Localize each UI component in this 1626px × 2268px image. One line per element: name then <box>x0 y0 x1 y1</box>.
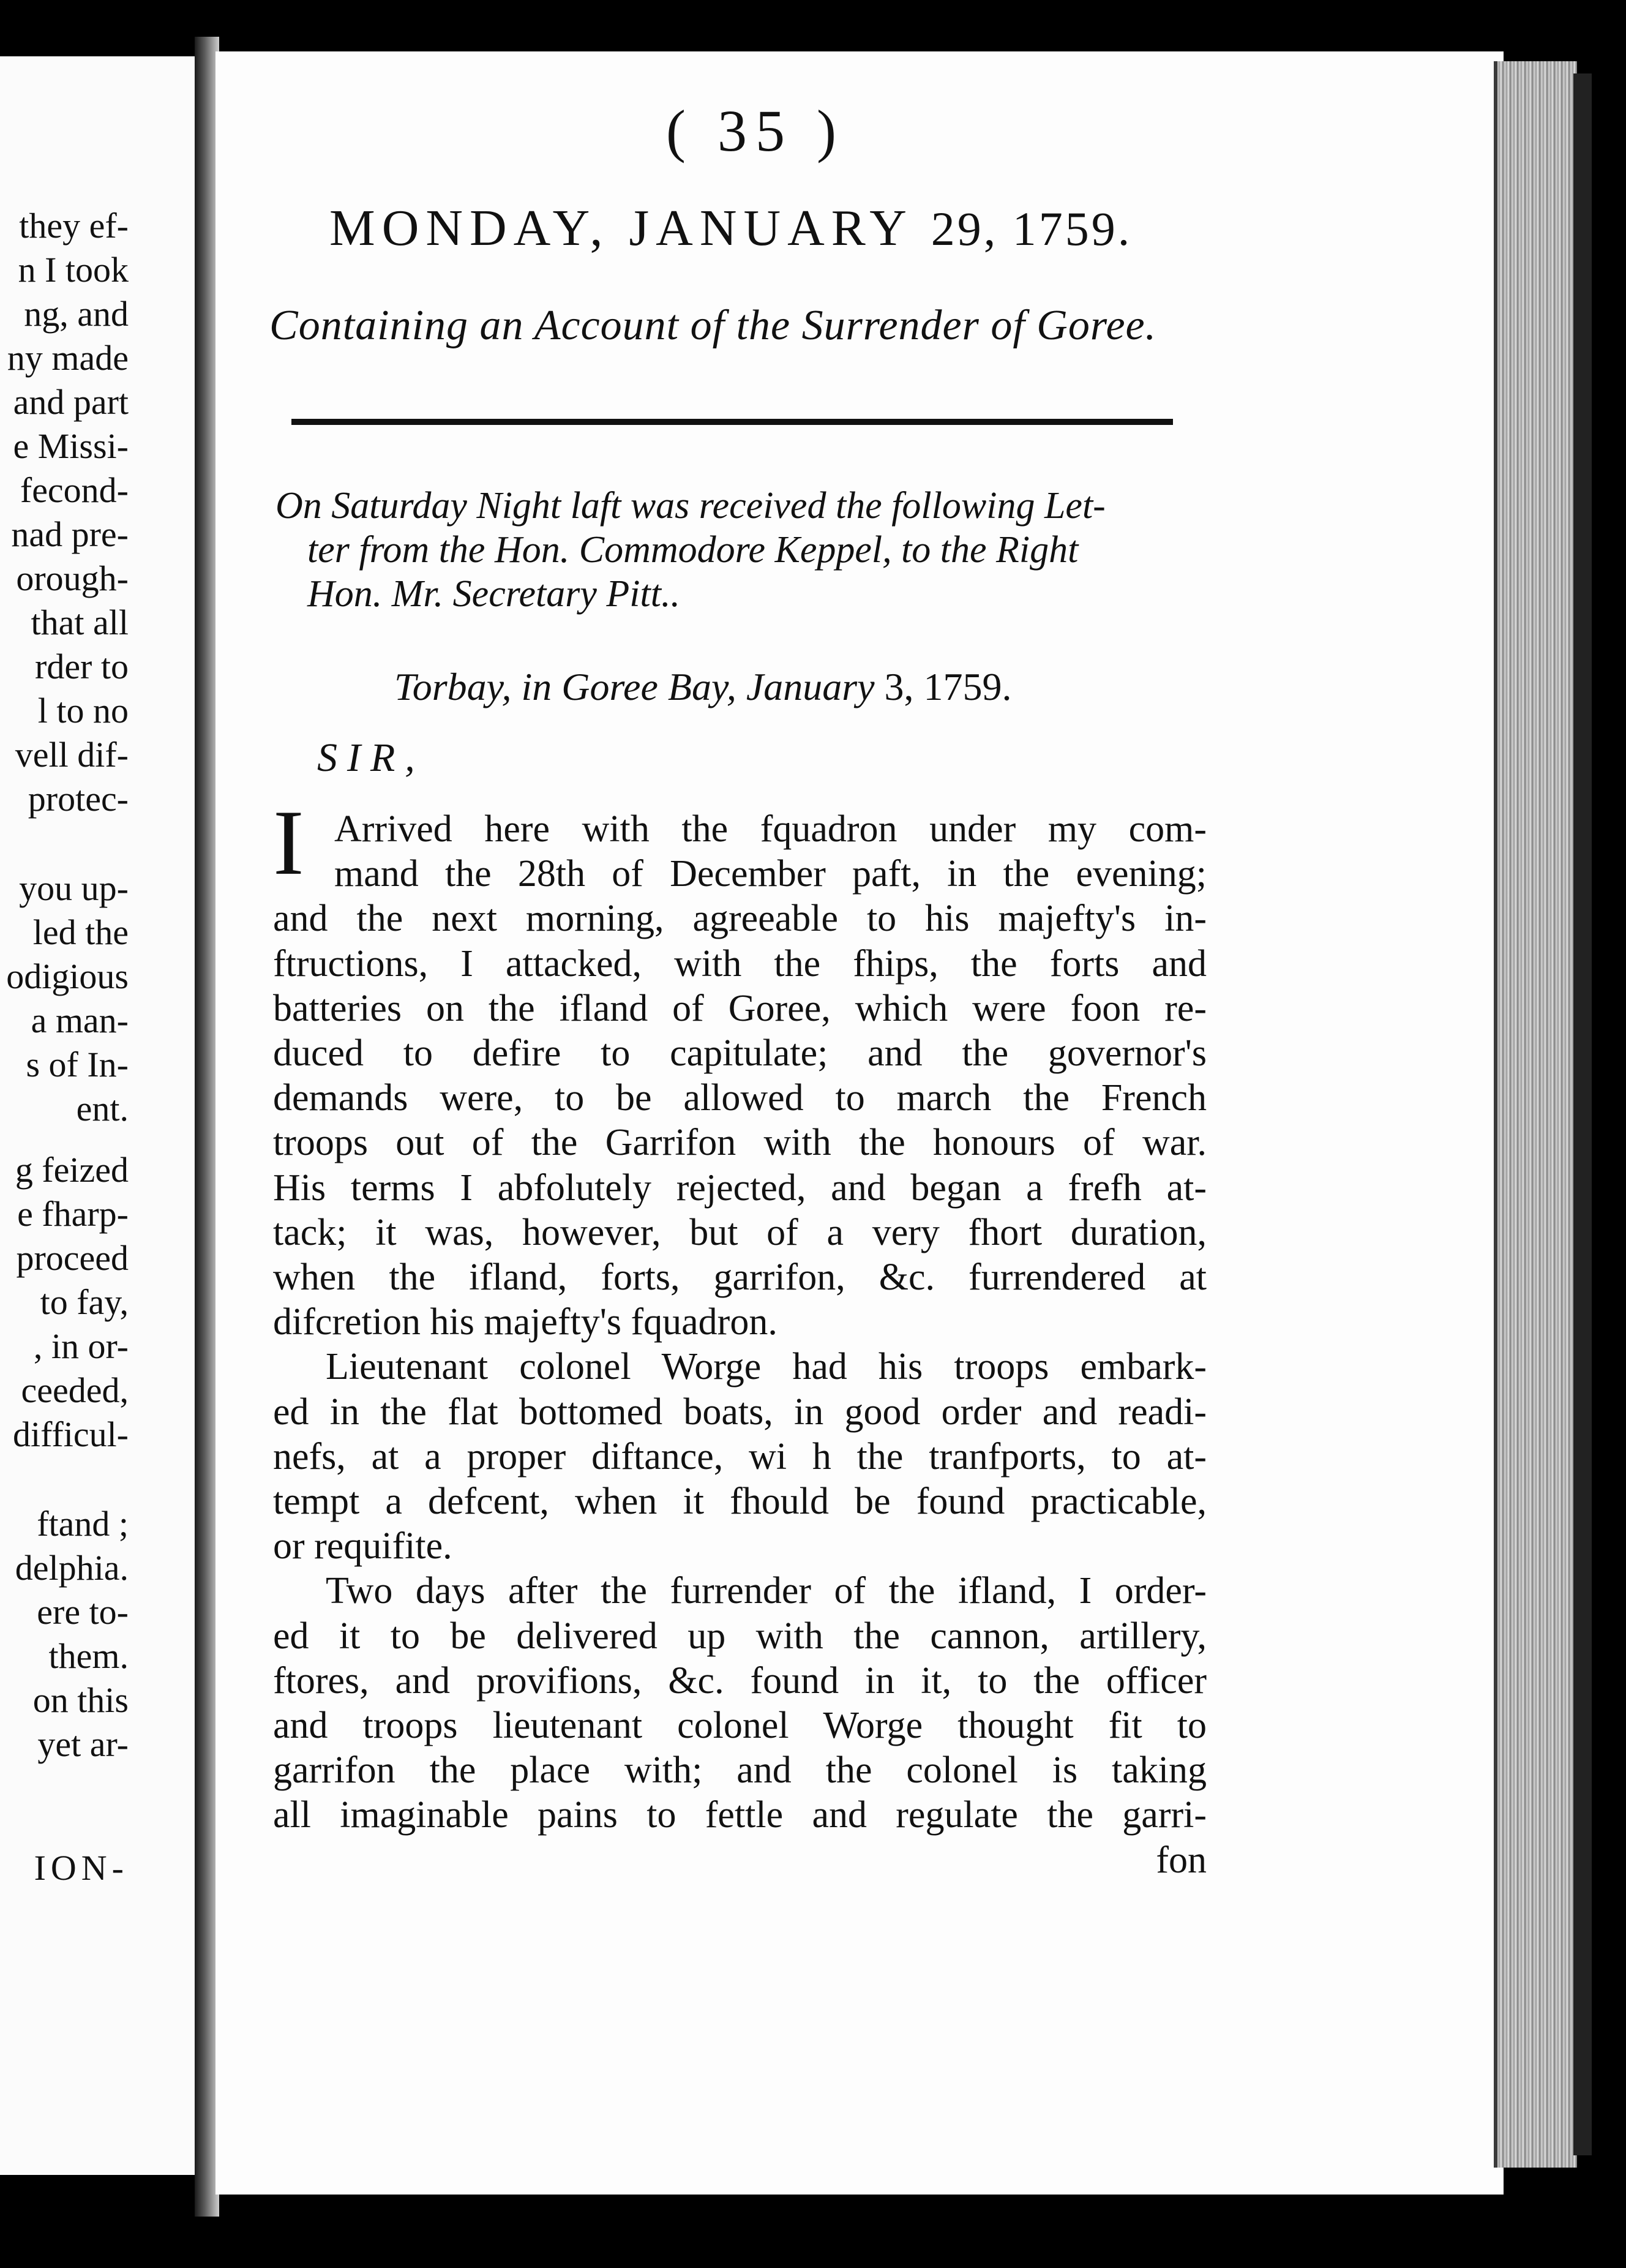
left-line: , in or- <box>33 1326 129 1366</box>
dateline <box>394 664 1012 710</box>
date-heading-text: MONDAY, JANUARY <box>329 200 912 257</box>
left-line: ftand ; <box>37 1504 129 1544</box>
body-line: mand the 28th of December paft, in the evening; <box>334 853 1207 895</box>
left-line: that all <box>31 603 129 642</box>
intro-paragraph <box>275 484 1212 616</box>
body-line: and the next morning, agreeable to his majefty's in- <box>273 898 1207 940</box>
intro-line: Hon. Mr. Secretary Pitt.. <box>307 573 680 615</box>
left-page-fragment <box>0 56 201 2175</box>
date-heading-year: 29, 1759. <box>931 202 1133 255</box>
page-fore-edge <box>1494 61 1577 2168</box>
left-line: a man- <box>31 1001 129 1040</box>
left-line: n I took <box>18 250 129 290</box>
left-line: odigious <box>6 956 129 996</box>
left-line: rder to <box>35 647 129 686</box>
left-line: proceed <box>16 1238 129 1278</box>
letter-body <box>273 807 1207 1883</box>
left-line: ny made <box>7 338 129 378</box>
left-line: protec- <box>28 779 129 819</box>
dateline-date: 3, 1759. <box>884 665 1012 708</box>
body-line: nefs, at a proper diftance, wi h the tranfports, to at- <box>273 1435 1207 1478</box>
dateline-place: Torbay, in Goree Bay, January <box>394 665 875 708</box>
body-line: when the ifland, forts, garrifon, &c. furrendered at <box>273 1256 1207 1299</box>
salutation: SIR, <box>317 735 425 780</box>
left-line: difficul- <box>13 1414 129 1454</box>
body-line: troops out of the Garrifon with the honours of war. <box>273 1122 1207 1164</box>
left-line: orough- <box>16 558 129 598</box>
body-line: ftructions, I attacked, with the fhips, the forts and <box>273 942 1207 985</box>
left-line: delphia. <box>15 1548 129 1588</box>
left-line: and part <box>13 382 129 422</box>
left-line: fecond- <box>20 470 129 510</box>
left-line: ng, and <box>24 294 129 334</box>
left-line: they ef- <box>19 206 129 246</box>
body-line: difcretion his majefty's fquadron. <box>273 1301 777 1343</box>
left-line: you up- <box>19 868 129 908</box>
body-line: or requifite. <box>273 1525 452 1568</box>
body-line: garrifon the place with; and the colonel is taking <box>273 1749 1207 1792</box>
body-line: demands were, to be allowed to march the French <box>273 1077 1207 1119</box>
drop-cap: I <box>273 791 304 894</box>
left-line: l to no <box>37 691 129 730</box>
left-line: vell dif- <box>15 735 129 775</box>
left-line: led the <box>32 912 129 952</box>
left-line: nad pre- <box>11 514 129 554</box>
body-line: and troops lieutenant colonel Worge thought fit to <box>273 1705 1207 1747</box>
body-line: all imaginable pains to fettle and regulate the garri- <box>273 1794 1207 1836</box>
body-line: His terms I abfolutely rejected, and began a frefh at- <box>273 1166 1207 1209</box>
body-line: duced to defire to capitulate; and the governor's <box>273 1032 1207 1075</box>
body-line: Two days after the furrender of the ifland, I order- <box>326 1570 1207 1612</box>
left-line: e Missi- <box>13 426 129 466</box>
horizontal-rule <box>291 419 1173 425</box>
left-line: s of In- <box>26 1045 129 1084</box>
left-line: them. <box>48 1636 129 1676</box>
subtitle: Containing an Account of the Surrender of Goree. <box>269 302 1157 349</box>
body-line: ed it to be delivered up with the cannon, artillery, <box>273 1615 1207 1657</box>
left-line: on this <box>32 1680 129 1720</box>
body-line: tempt a defcent, when it fhould be found practicable, <box>273 1481 1207 1523</box>
body-line: tack; it was, however, but of a very fhort duration, <box>273 1211 1207 1253</box>
page-fore-edge-shadow <box>1573 73 1592 2155</box>
intro-line: On Saturday Night laft was received the following Let- <box>275 485 1106 527</box>
page-number: ( 35 ) <box>666 98 845 163</box>
body-line: ftores, and provifions, &c. found in it, to the officer <box>273 1659 1207 1702</box>
body-line: Lieutenant colonel Worge had his troops embark- <box>326 1346 1207 1388</box>
left-line: e fharp- <box>17 1194 129 1234</box>
body-line: ed in the flat bottomed boats, in good order and readi- <box>273 1391 1207 1433</box>
body-line: batteries on the ifland of Goree, which were foon re- <box>273 987 1207 1029</box>
left-line: ent. <box>76 1089 129 1128</box>
left-line: ceeded, <box>21 1370 129 1410</box>
left-line: g feized <box>15 1150 129 1190</box>
left-line: yet ar- <box>37 1724 129 1764</box>
left-line: ere to- <box>37 1592 129 1632</box>
body-line: Arrived here with the fquadron under my com- <box>334 808 1207 850</box>
date-heading <box>329 198 1132 258</box>
left-line: ION- <box>34 1848 129 1888</box>
left-line: to fay, <box>40 1282 129 1322</box>
intro-line: ter from the Hon. Commodore Keppel, to the Right <box>307 529 1079 571</box>
body-line: fon <box>1156 1839 1207 1881</box>
